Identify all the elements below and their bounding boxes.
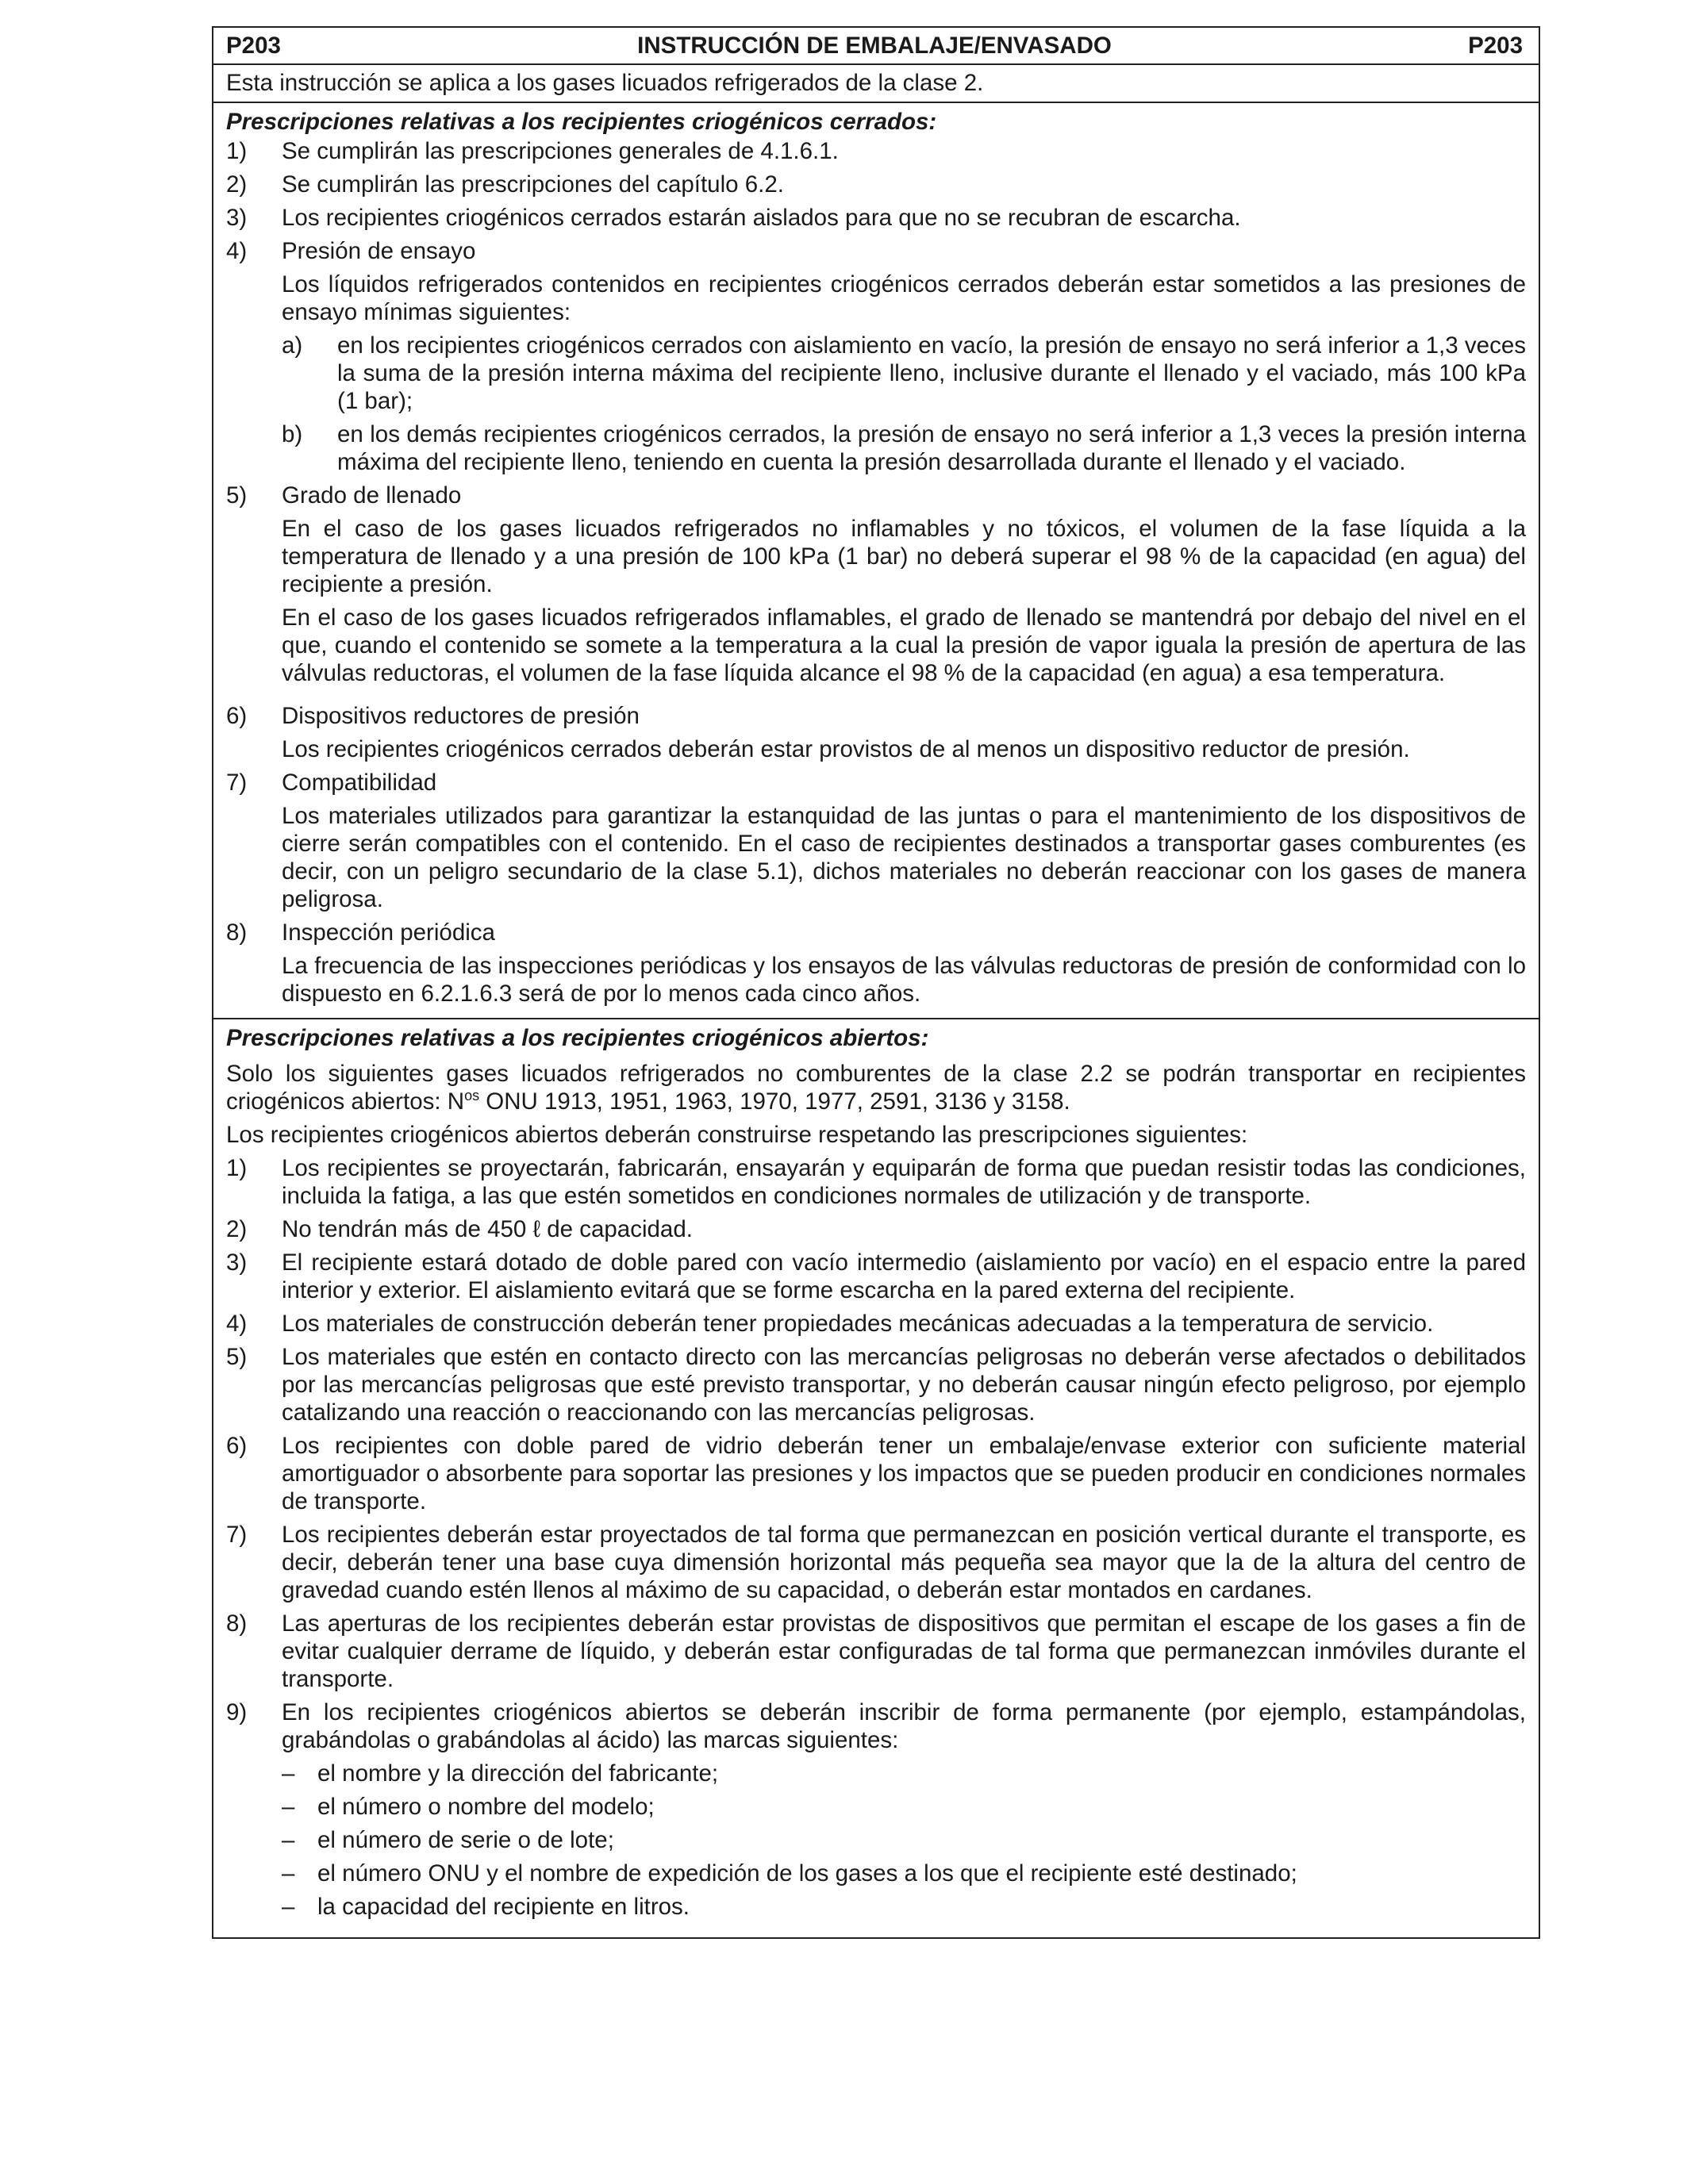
marking-item: [282, 1893, 1526, 1921]
list-item: [226, 769, 1526, 796]
marking-text: el número de serie o de lote;: [317, 1827, 614, 1853]
dash-bullet: –: [282, 1760, 295, 1787]
marking-item: [282, 1793, 1526, 1821]
packing-instruction-table: [212, 26, 1540, 1939]
item-text: Los recipientes deberán estar proyectados de tal forma que permanezcan en posición vertical durante el transporte, es decir, deberán tener una base cuya dimensión horizontal más pequeña sea mayor que la de la altura del centro de gravedad cuando estén llenos al máximo de su capacidad, o deberán estar montados en cardanes.: [282, 1522, 1526, 1603]
intro-row: Esta instrucción se aplica a los gases licuados refrigerados de la clase 2.: [213, 65, 1539, 103]
item-number: 7): [226, 770, 248, 796]
item-paragraph: Los líquidos refrigerados contenidos en recipientes criogénicos cerrados deberán estar sometidos a las presiones de ensayo mínimas siguientes:: [282, 271, 1526, 325]
item-text: No tendrán más de 450 ℓ de capacidad.: [282, 1216, 693, 1242]
list-item: [226, 204, 1526, 232]
item-text: Los materiales de construcción deberán tener propiedades mecánicas adecuadas a la temperatura de servicio.: [282, 1311, 1434, 1337]
marking-item: [282, 1860, 1526, 1887]
item-text: Se cumplirán las prescripciones generales de 4.1.6.1.: [282, 138, 839, 164]
item-text: Las aperturas de los recipientes deberán estar provistas de dispositivos que permitan el escape de los gases a fin de evitar cualquier derrame de líquido, y deberán estar configuradas de tal forma que permanezcan inmóviles durante el transporte.: [282, 1610, 1526, 1692]
item-text: Los recipientes criogénicos cerrados estarán aislados para que no se recubran de escarcha.: [282, 205, 1241, 231]
item-text: Los recipientes se proyectarán, fabricarán, ensayarán y equiparán de forma que puedan resistir todas las condiciones, incluida la fatiga, a las que estén sometidos en condiciones normales de utilización y de transporte.: [282, 1155, 1526, 1209]
list-item: [226, 1310, 1526, 1338]
item-number: 2): [226, 171, 248, 198]
item-heading: Dispositivos reductores de presión: [282, 703, 640, 729]
item-heading: Inspección periódica: [282, 919, 495, 946]
marking-item: [282, 1826, 1526, 1854]
list-item: [226, 1698, 1526, 1754]
paragraph-text: ONU 1913, 1951, 1963, 1970, 1977, 2591, 3136 y 3158.: [479, 1088, 1070, 1115]
paragraph-text: Solo los siguientes gases licuados refrigerados no comburentes de la clase 2.2 se podrán transportar en recipientes criogénicos abiertos: N: [226, 1061, 1526, 1115]
section-paragraph: Los recipientes criogénicos abiertos deberán construirse respetando las prescripciones siguientes:: [226, 1122, 1248, 1148]
item-number: 1): [226, 138, 248, 164]
item-paragraph: Los recipientes criogénicos cerrados deberán estar provistos de al menos un dispositivo reductor de presión.: [282, 736, 1410, 762]
section-paragraph: [226, 1060, 1526, 1115]
dash-bullet: –: [282, 1860, 295, 1887]
item-heading: Grado de llenado: [282, 482, 462, 509]
open-receptacles-section: [213, 1019, 1539, 1937]
list-item: [226, 1610, 1526, 1693]
spacer: [226, 693, 1526, 702]
item-text: Los materiales que estén en contacto directo con las mercancías peligrosas no deberán verse afectados o debilitados por las mercancías peligrosas que esté previsto transportar, y no deberán causar ningún efecto peligroso, por ejemplo catalizando una reacción o reaccionando con las mercancías peligrosas.: [282, 1344, 1526, 1426]
marking-text: el número o nombre del modelo;: [317, 1794, 655, 1820]
item-number: 6): [226, 703, 248, 729]
item-number: 5): [226, 1344, 248, 1370]
marking-text: el número ONU y el nombre de expedición de los gases a los que el recipiente esté destinado;: [317, 1860, 1297, 1887]
sub-item-text: en los recipientes criogénicos cerrados con aislamiento en vacío, la presión de ensayo no será inferior a 1,3 veces la suma de la presión interna máxima del recipiente lleno, inclusive durante el llenado y el vaciado, más 100 kPa (1 bar);: [337, 332, 1526, 414]
item-text: Los recipientes con doble pared de vidrio deberán tener un embalaje/envase exterior con suficiente material amortiguador o absorbente para soportar las presiones y los impactos que se pueden producir en condiciones normales de transporte.: [282, 1433, 1526, 1514]
list-item: [226, 137, 1526, 165]
spacer: [226, 1054, 1526, 1060]
item-heading: Presión de ensayo: [282, 238, 476, 264]
section-title: Prescripciones relativas a los recipientes criogénicos abiertos:: [226, 1025, 929, 1051]
dash-bullet: –: [282, 1794, 295, 1820]
item-paragraph: En el caso de los gases licuados refrigerados no inflamables y no tóxicos, el volumen de la fase líquida a la temperatura de llenado y a una presión de 100 kPa (1 bar) no deberá superar el 98 % de la capacidad (en agua) del recipiente a presión.: [282, 516, 1526, 597]
list-item: [226, 1215, 1526, 1243]
list-item: [226, 919, 1526, 946]
superscript: os: [464, 1088, 480, 1104]
item-number: 1): [226, 1155, 248, 1181]
item-paragraph: Los materiales utilizados para garantizar la estanquidad de las juntas o para el mantenimiento de los dispositivos de cierre serán compatibles con el contenido. En el caso de recipientes destinados a transportar gases comburentes (es decir, con un peligro secundario de la clase 5.1), dichos materiales no deberán reaccionar con los gases de manera peligrosa.: [282, 803, 1526, 912]
item-paragraph: En el caso de los gases licuados refrigerados inflamables, el grado de llenado se mantendrá por debajo del nivel en el que, cuando el contenido se somete a la temperatura a la cual la presión de vapor iguala la presión de apertura de las válvulas reductoras, el volumen de la fase líquida alcance el 98 % de la capacidad (en agua) a esa temperatura.: [282, 605, 1526, 686]
item-number: 3): [226, 205, 248, 231]
sub-item-label: a): [282, 332, 303, 359]
item-number: 3): [226, 1249, 248, 1276]
marking-text: el nombre y la dirección del fabricante;: [317, 1760, 719, 1787]
item-paragraph: La frecuencia de las inspecciones periódicas y los ensayos de las válvulas reductoras de presión de conformidad con lo dispuesto en 6.2.1.6.3 será de por lo menos cada cinco años.: [282, 953, 1526, 1007]
item-number: 9): [226, 1699, 248, 1725]
section-title: Prescripciones relativas a los recipientes criogénicos cerrados:: [226, 109, 937, 135]
item-number: 6): [226, 1433, 248, 1459]
instruction-code-left: P203: [226, 32, 281, 59]
instruction-code-right: P203: [1468, 32, 1523, 59]
list-item: [226, 1154, 1526, 1210]
list-item: [226, 1432, 1526, 1515]
item-number: 8): [226, 919, 248, 946]
list-item: [226, 1521, 1526, 1604]
instruction-title: INSTRUCCIÓN DE EMBALAJE/ENVASADO: [637, 32, 1112, 59]
closed-receptacles-section: [213, 103, 1539, 1019]
list-item: [226, 1343, 1526, 1426]
list-item: [226, 171, 1526, 198]
item-number: 2): [226, 1216, 248, 1242]
sub-item-text: en los demás recipientes criogénicos cerrados, la presión de ensayo no será inferior a 1,3 veces la presión interna máxima del recipiente lleno, teniendo en cuenta la presión desarrollada durante el llenado y el vaciado.: [337, 421, 1526, 475]
sub-item: [282, 332, 1526, 415]
marking-text: la capacidad del recipiente en litros.: [317, 1894, 690, 1920]
dash-bullet: –: [282, 1894, 295, 1920]
item-number: 4): [226, 238, 248, 264]
list-item: [226, 482, 1526, 509]
sub-item-label: b): [282, 421, 303, 447]
sub-item: [282, 420, 1526, 476]
item-text: El recipiente estará dotado de doble pared con vacío intermedio (aislamiento por vacío) en el espacio entre la pared interior y exterior. El aislamiento evitará que se forme escarcha en la pared externa del recipiente.: [282, 1249, 1526, 1303]
dash-bullet: –: [282, 1827, 295, 1853]
item-text: Se cumplirán las prescripciones del capítulo 6.2.: [282, 171, 784, 198]
marking-item: [282, 1760, 1526, 1787]
item-number: 5): [226, 482, 248, 509]
list-item: [226, 1249, 1526, 1304]
item-heading: Compatibilidad: [282, 770, 437, 796]
item-number: 7): [226, 1522, 248, 1548]
item-number: 8): [226, 1610, 248, 1637]
list-item: [226, 702, 1526, 730]
table-header: [213, 28, 1539, 65]
list-item: [226, 237, 1526, 265]
item-text: En los recipientes criogénicos abiertos se deberán inscribir de forma permanente (por ejemplo, estampándolas, grabándolas o grabándolas al ácido) las marcas siguientes:: [282, 1699, 1526, 1753]
item-number: 4): [226, 1311, 248, 1337]
